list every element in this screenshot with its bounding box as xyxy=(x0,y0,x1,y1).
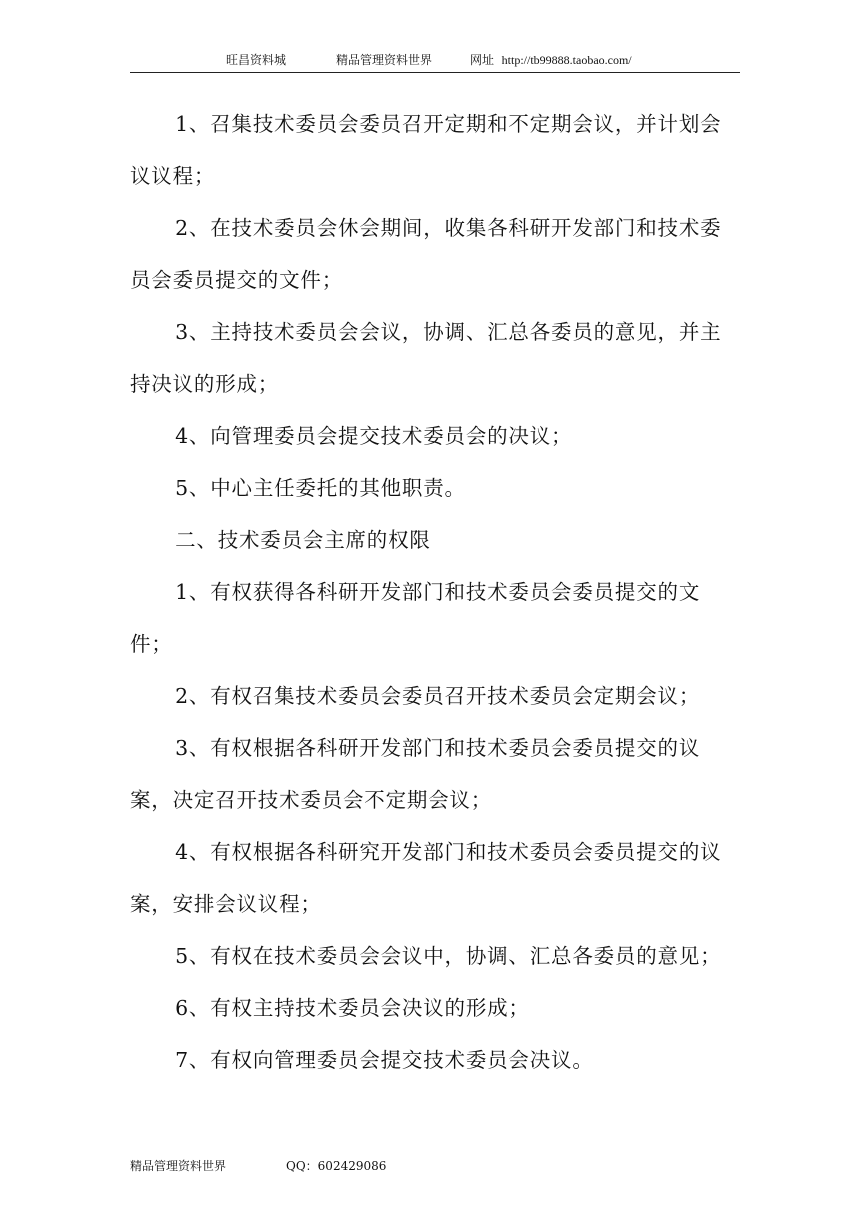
paragraph: 4、向管理委员会提交技术委员会的决议； xyxy=(175,424,573,448)
paragraph: 5、中心主任委托的其他职责。 xyxy=(175,476,466,500)
paragraph: 3、主持技术委员会会议，协调、汇总各委员的意见，并主持决议的形成； xyxy=(130,320,722,396)
paragraph: 5、有权在技术委员会会议中，协调、汇总各委员的意见； xyxy=(175,944,722,968)
paragraph: 1、有权获得各科研开发部门和技术委员会委员提交的文件； xyxy=(130,580,701,656)
header-url-label: 网址 xyxy=(470,53,495,67)
header-url-link[interactable]: http://tb99888.taobao.com/ xyxy=(501,53,632,67)
paragraph: 1、召集技术委员会委员召开定期和不定期会议，并计划会议议程； xyxy=(130,112,722,188)
document-body xyxy=(130,98,742,1086)
paragraph: 2、有权召集技术委员会委员召开技术委员会定期会议； xyxy=(175,684,701,708)
paragraph: 6、有权主持技术委员会决议的形成； xyxy=(175,996,530,1020)
paragraph: 2、在技术委员会休会期间，收集各科研开发部门和技术委员会委员提交的文件； xyxy=(130,216,722,292)
header-site-name: 旺昌资料城 xyxy=(226,53,287,67)
footer-qq: QQ：602429086 xyxy=(286,1159,387,1173)
paragraph: 7、有权向管理委员会提交技术委员会决议。 xyxy=(175,1048,594,1072)
header-website xyxy=(470,50,632,70)
paragraph: 4、有权根据各科研究开发部门和技术委员会委员提交的议案，安排会议议程； xyxy=(130,840,722,916)
section-heading: 二、技术委员会主席的权限 xyxy=(175,528,431,552)
header-tagline: 精品管理资料世界 xyxy=(336,53,433,67)
footer-tagline: 精品管理资料世界 xyxy=(130,1159,227,1173)
page-header xyxy=(130,50,740,73)
paragraph: 3、有权根据各科研开发部门和技术委员会委员提交的议案，决定召开技术委员会不定期会议； xyxy=(130,736,701,812)
